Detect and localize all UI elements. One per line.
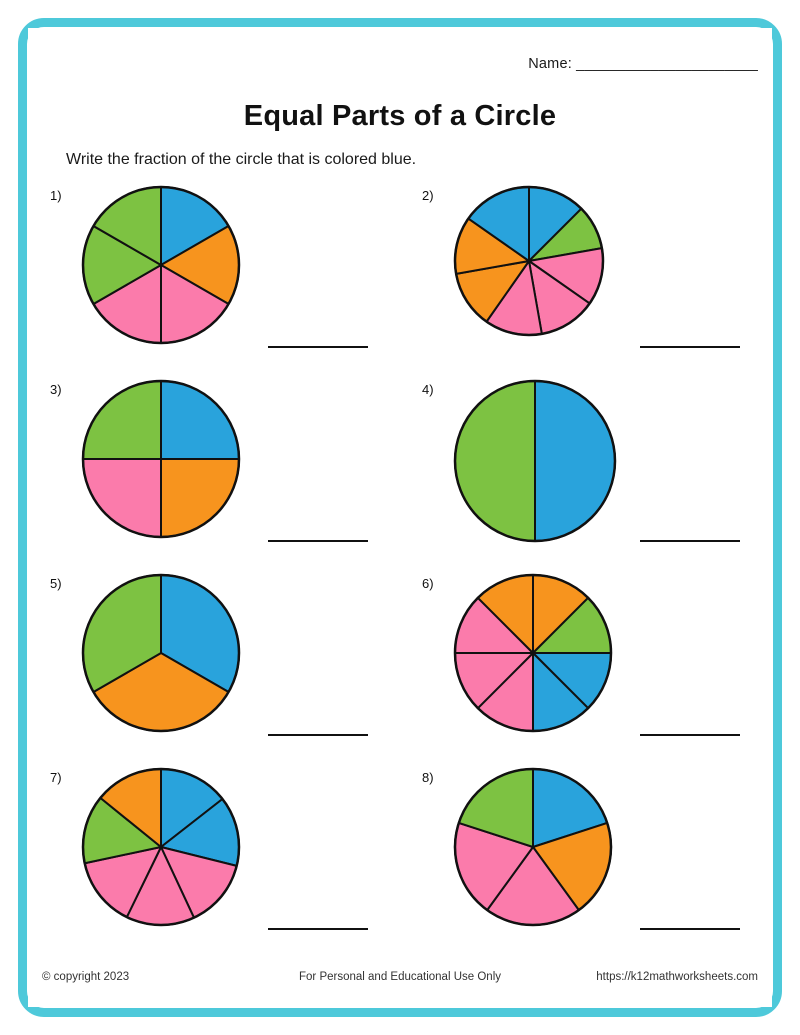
problem-number: 8) xyxy=(422,770,434,785)
worksheet-sheet xyxy=(28,28,772,1007)
answer-blank[interactable] xyxy=(640,540,740,542)
footer xyxy=(28,971,772,993)
problem-row xyxy=(28,762,772,956)
problem-number: 3) xyxy=(50,382,62,397)
problem-number: 2) xyxy=(422,188,434,203)
problem-cell xyxy=(28,568,400,762)
problem-number: 5) xyxy=(50,576,62,591)
pie-circle xyxy=(452,572,614,739)
problem-cell xyxy=(400,180,772,374)
name-field-label: Name: ______________________ xyxy=(528,56,758,72)
pie-circle xyxy=(80,572,242,739)
problem-cell xyxy=(400,762,772,956)
pie-circle xyxy=(80,378,242,545)
problem-number: 4) xyxy=(422,382,434,397)
answer-blank[interactable] xyxy=(640,346,740,348)
answer-blank[interactable] xyxy=(640,928,740,930)
pie-circle xyxy=(452,184,606,343)
problem-row xyxy=(28,568,772,762)
problem-grid xyxy=(28,180,772,956)
problem-cell xyxy=(28,374,400,568)
problem-cell xyxy=(400,374,772,568)
footer-copyright: © copyright 2023 xyxy=(42,971,130,983)
page-title: Equal Parts of a Circle xyxy=(243,100,557,132)
footer-website: https://k12mathworksheets.com xyxy=(596,971,758,983)
problem-row xyxy=(28,374,772,568)
problem-number: 1) xyxy=(50,188,62,203)
answer-blank[interactable] xyxy=(268,928,368,930)
answer-blank[interactable] xyxy=(268,346,368,348)
answer-blank[interactable] xyxy=(268,540,368,542)
problem-number: 7) xyxy=(50,770,62,785)
problem-row xyxy=(28,180,772,374)
pie-circle xyxy=(452,378,618,549)
instructions-text: Write the fraction of the circle that is colored blue. xyxy=(66,151,417,168)
footer-usage: For Personal and Educational Use Only xyxy=(299,971,501,983)
answer-blank[interactable] xyxy=(268,734,368,736)
pie-circle xyxy=(452,766,614,933)
problem-cell xyxy=(400,568,772,762)
answer-blank[interactable] xyxy=(640,734,740,736)
problem-number: 6) xyxy=(422,576,434,591)
pie-circle xyxy=(80,766,242,933)
pie-circle xyxy=(80,184,242,351)
problem-cell xyxy=(28,180,400,374)
problem-cell xyxy=(28,762,400,956)
